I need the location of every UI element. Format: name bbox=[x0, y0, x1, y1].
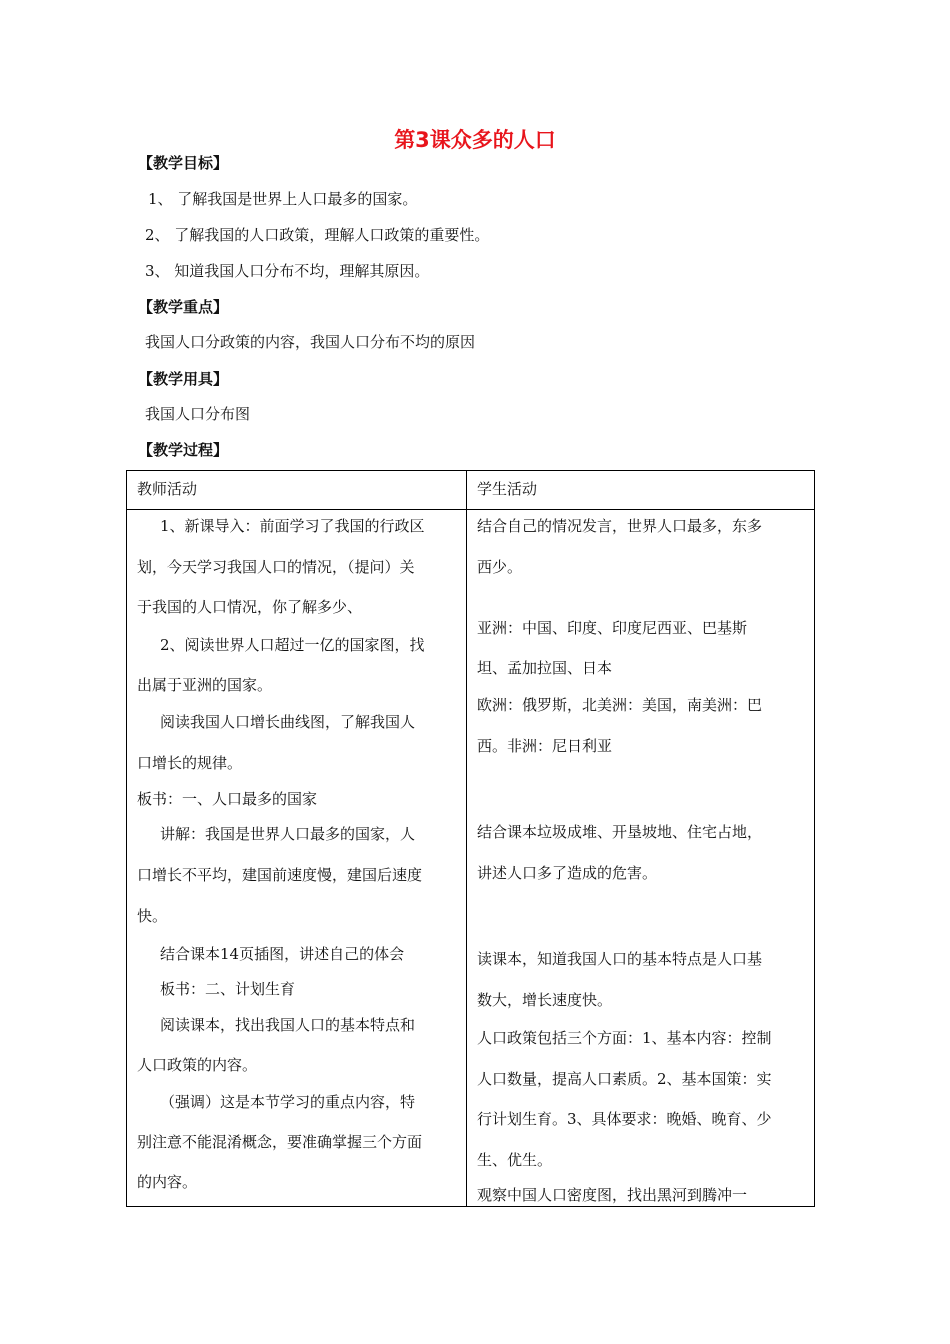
tools-text: 我国人口分布图 bbox=[145, 405, 251, 423]
header-student-activity: 学生活动 bbox=[477, 480, 538, 498]
process-table bbox=[126, 470, 815, 1207]
tools-heading: 【教学用具】 bbox=[138, 370, 229, 388]
student-line: 结合课本垃圾成堆、开垦坡地、住宅占地， bbox=[477, 823, 763, 841]
teacher-line: 划，今天学习我国人口的情况，（提问）关 bbox=[137, 558, 415, 576]
student-line: 亚洲：中国、印度、印度尼西亚、巴基斯 bbox=[477, 619, 748, 637]
student-line: 讲述人口多了造成的危害。 bbox=[477, 864, 658, 882]
teacher-line: 结合课本14页插图，讲述自己的体会 bbox=[160, 945, 405, 963]
teacher-line: 的内容。 bbox=[137, 1173, 198, 1191]
teacher-line: 口增长的规律。 bbox=[137, 754, 243, 772]
objectives-heading: 【教学目标】 bbox=[138, 154, 229, 172]
header-teacher-activity: 教师活动 bbox=[137, 480, 198, 498]
column-divider bbox=[466, 471, 467, 1206]
teacher-line: 阅读我国人口增长曲线图，了解我国人 bbox=[160, 713, 416, 731]
teacher-line: 2、阅读世界人口超过一亿的国家图，找 bbox=[160, 636, 425, 654]
student-line: 结合自己的情况发言，世界人口最多，东多 bbox=[477, 517, 763, 535]
key-points-heading: 【教学重点】 bbox=[138, 298, 229, 316]
document-title: 第3课众多的人口 bbox=[394, 128, 556, 152]
teacher-line: 讲解：我国是世界人口最多的国家，人 bbox=[160, 825, 416, 843]
student-line: 西。非洲：尼日利亚 bbox=[477, 737, 613, 755]
student-line: 人口政策包括三个方面：1、基本内容：控制 bbox=[477, 1029, 772, 1047]
teacher-line: 于我国的人口情况，你了解多少、 bbox=[137, 598, 363, 616]
teacher-line: 1、新课导入：前面学习了我国的行政区 bbox=[160, 517, 425, 535]
teacher-line: 快。 bbox=[137, 907, 168, 925]
teacher-line: 阅读课本，找出我国人口的基本特点和 bbox=[160, 1016, 416, 1034]
teacher-line: 人口政策的内容。 bbox=[137, 1056, 258, 1074]
student-line: 西少。 bbox=[477, 558, 523, 576]
teacher-line: 板书：二、计划生育 bbox=[160, 980, 296, 998]
process-heading: 【教学过程】 bbox=[138, 441, 229, 459]
header-divider bbox=[127, 509, 814, 510]
student-line: 行计划生育。3、具体要求：晚婚、晚育、少 bbox=[477, 1110, 772, 1128]
teacher-line: （强调）这是本节学习的重点内容，特 bbox=[160, 1093, 416, 1111]
student-line: 人口数量，提高人口素质。2、基本国策：实 bbox=[477, 1070, 772, 1088]
student-line: 坦、孟加拉国、日本 bbox=[477, 659, 613, 677]
student-line: 生、优生。 bbox=[477, 1151, 553, 1169]
objective-item-2: 2、 了解我国的人口政策，理解人口政策的重要性。 bbox=[145, 226, 490, 244]
objective-item-3: 3、 知道我国人口分布不均，理解其原因。 bbox=[145, 262, 430, 280]
student-line: 读课本，知道我国人口的基本特点是人口基 bbox=[477, 950, 763, 968]
teacher-line: 板书：一、人口最多的国家 bbox=[137, 790, 318, 808]
objective-item-1: 1、 了解我国是世界上人口最多的国家。 bbox=[148, 190, 418, 208]
student-line: 数大，增长速度快。 bbox=[477, 991, 613, 1009]
key-points-text: 我国人口分政策的内容，我国人口分布不均的原因 bbox=[145, 333, 476, 351]
teacher-line: 口增长不平均，建国前速度慢，建国后速度 bbox=[137, 866, 423, 884]
teacher-line: 别注意不能混淆概念，要准确掌握三个方面 bbox=[137, 1133, 423, 1151]
teacher-line: 出属于亚洲的国家。 bbox=[137, 676, 273, 694]
student-line: 观察中国人口密度图，找出黑河到腾冲一 bbox=[477, 1186, 748, 1204]
student-line: 欧洲：俄罗斯，北美洲：美国，南美洲：巴 bbox=[477, 696, 763, 714]
